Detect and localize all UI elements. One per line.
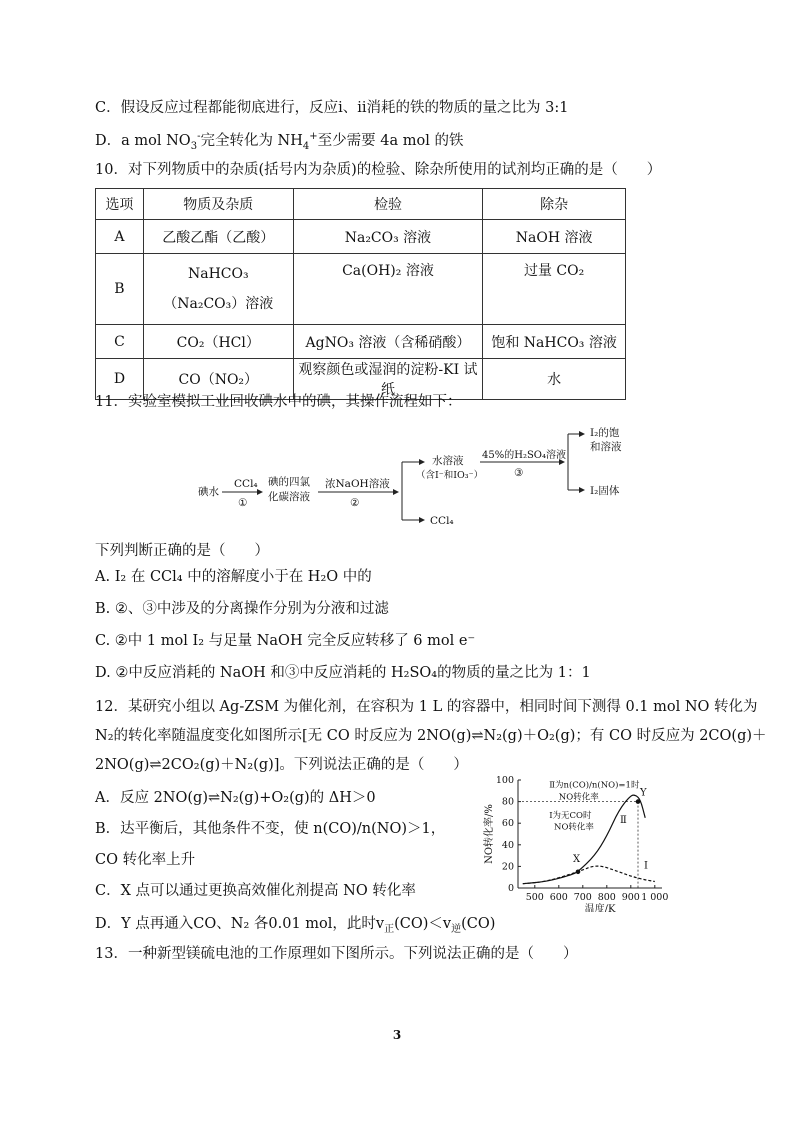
header-option: 选项 [96, 189, 144, 220]
series-II-label: Ⅱ [620, 815, 627, 827]
legend-I-line2: NO转化率 [554, 822, 594, 833]
x-tick-label: 600 [549, 892, 568, 903]
y-tick-label: 20 [501, 861, 514, 873]
q10-table [95, 188, 626, 400]
legend-II-line1: Ⅱ为n(CO)/n(NO)=1时 [549, 780, 640, 791]
q11-option-a: A. I₂ 在 CCl₄ 中的溶解度小于在 H₂O 中的 [95, 569, 372, 585]
point-x-label: X [573, 853, 581, 865]
q12-option-a: A．反应 2NO(g)⇌N₂(g)+O₂(g)的 ΔH＞0 [95, 790, 376, 806]
q12-option-d: D．Y 点再通入CO、N₂ 各0.01 mol，此时$v_正(CO)<v_逆(CO)$ [95, 916, 496, 935]
y-tick-label: 60 [501, 818, 514, 830]
series-I-label: Ⅰ [644, 860, 648, 872]
series-II-line [523, 795, 645, 884]
point-y [636, 799, 641, 804]
header-substance: 物质及杂质 [143, 189, 293, 220]
x-tick-label: 500 [525, 892, 544, 903]
x-axis-label: 温度/K [584, 904, 616, 912]
point-y-label: Y [640, 787, 647, 799]
legend-I-line1: Ⅰ为无CO时 [549, 810, 592, 821]
q10-stem: 10．对下列物质中的杂质(括号内为杂质)的检验、除杂所使用的试剂均正确的是（ ） [95, 162, 662, 178]
q12-option-c: C．X 点可以通过更换高效催化剂提高 NO 转化率 [95, 883, 416, 899]
flow-ccl4: CCl₄ [430, 515, 454, 527]
flow-reagent3: 45%的H₂SO₄溶液 [482, 450, 567, 461]
table-row: D CO（NO₂） 观察颜色或湿润的淀粉-KI 试纸 水 [96, 359, 626, 400]
flow-start: 碘水 [198, 486, 219, 498]
legend-II-line2: NO转化率 [558, 792, 599, 803]
q11-option-d: D. ②中反应消耗的 NaOH 和③中反应消耗的 H₂SO₄的物质的量之比为 1：1 [95, 665, 591, 681]
x-tick-label: 800 [597, 892, 616, 903]
flow-out1a: I₂的饱 [590, 427, 620, 439]
page-number: 3 [392, 1028, 402, 1042]
header-check: 检验 [293, 189, 483, 220]
x-tick-label: 1 000 [641, 892, 669, 903]
flow-reagent1: CCl₄ [234, 478, 258, 490]
y-tick-label: 80 [501, 796, 514, 808]
flow-mid1a: 碘的四氯 [268, 476, 310, 488]
q11-option-c: C. ②中 1 mol I₂ 与足量 NaOH 完全反应转移了 6 mol e⁻ [95, 633, 476, 649]
table-header-row [96, 189, 626, 220]
flow-step1: ① [238, 497, 248, 509]
table-row: A 乙酸乙酯（乙酸） Na₂CO₃ 溶液 NaOH 溶液 [96, 220, 626, 254]
q9-option-c: C．假设反应过程都能彻底进行，反应i、ii消耗的铁的物质的量之比为 3:1 [95, 100, 569, 116]
x-tick-label: 900 [621, 892, 640, 903]
flow-out2: I₂固体 [590, 485, 620, 497]
y-tick-label: 40 [501, 839, 514, 851]
flow-aq2: （含I⁻和IO₃⁻） [416, 470, 484, 481]
flow-mid1b: 化碳溶液 [268, 491, 310, 503]
table-row: C CO₂（HCl） AgNO₃ 溶液（含稀硝酸） 饱和 NaHCO₃ 溶液 [96, 325, 626, 359]
q12-option-b-2: CO 转化率上升 [95, 852, 196, 868]
x-tick-label: 700 [573, 892, 592, 903]
q12-stem-3: 2NO(g)⇌2CO₂(g)＋N₂(g)]。下列说法正确的是（ ） [95, 757, 468, 773]
series-I-line [523, 866, 655, 884]
q11-flowchart [180, 420, 650, 530]
q12-chart [478, 772, 678, 912]
q12-stem-1: 12．某研究小组以 Ag-ZSM 为催化剂，在容积为 1 L 的容器中，相同时间下测得 0.1 mol NO 转化为 [95, 699, 758, 715]
y-tick-label: 0 [507, 883, 514, 894]
q11-ask: 下列判断正确的是（ ） [95, 543, 269, 559]
flow-step2: ② [350, 497, 360, 509]
q12-option-b-1: B．达平衡后，其他条件不变，使 n(CO)/n(NO)＞1， [95, 821, 446, 837]
y-axis-label: NO转化率/% [484, 804, 495, 864]
q9-option-d: D．a mol $NO_3^-$完全转化为 $NH_4^+$至少需要 4a mol 的铁 [95, 131, 464, 152]
header-remove: 除杂 [483, 189, 626, 220]
q12-stem-2: N₂的转化率随温度变化如图所示[无 CO 时反应为 2NO(g)⇌N₂(g)＋O₂(g)；有 CO 时反应为 2CO(g)＋ [95, 728, 767, 744]
y-tick-label: 100 [495, 775, 514, 786]
q11-option-b: B. ②、③中涉及的分离操作分别为分液和过滤 [95, 601, 389, 617]
flow-reagent2: 浓NaOH溶液 [325, 478, 390, 490]
flow-step3: ③ [514, 467, 524, 479]
flow-out1b: 和溶液 [590, 441, 622, 453]
q13-stem: 13．一种新型镁硫电池的工作原理如下图所示。下列说法正确的是（ ） [95, 946, 578, 962]
q11-stem: 11．实验室模拟工业回收碘水中的碘，其操作流程如下： [95, 394, 462, 410]
flow-aq1: 水溶液 [432, 455, 464, 467]
table-row: B NaHCO₃ （Na₂CO₃）溶液 Ca(OH)₂ 溶液 过量 CO₂ [96, 254, 626, 325]
point-x [576, 870, 581, 875]
